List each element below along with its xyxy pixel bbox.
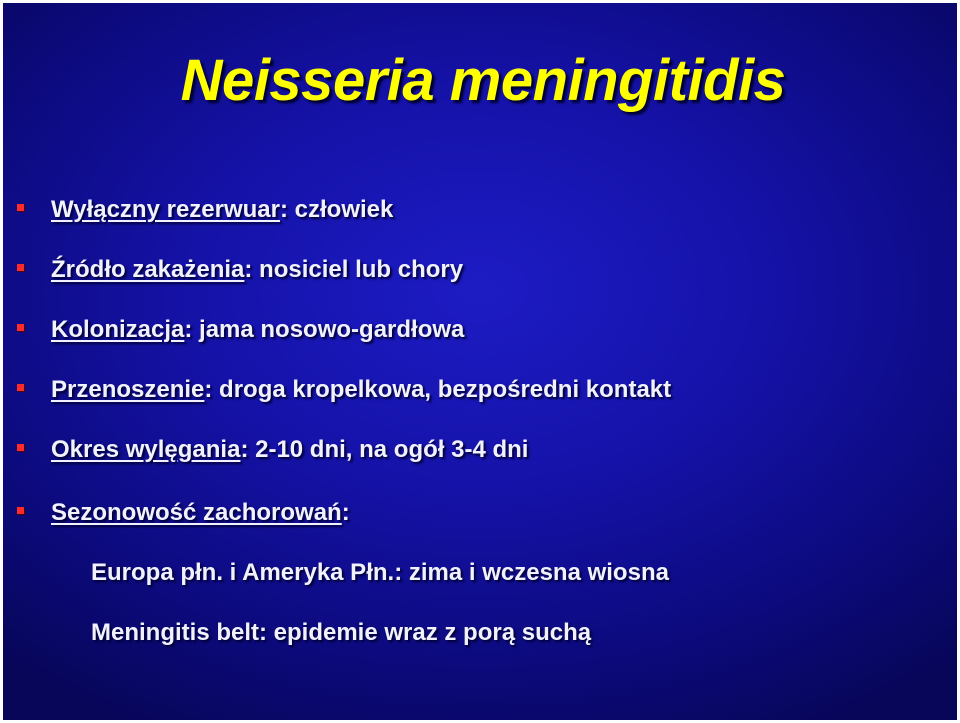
bullet-text: : człowiek bbox=[280, 196, 394, 223]
bullet-term: Okres wylęgania bbox=[51, 436, 241, 463]
square-bullet-icon bbox=[17, 507, 24, 514]
bullet-term: Wyłączny rezerwuar bbox=[51, 196, 280, 223]
bullet-colonization bbox=[51, 316, 464, 344]
slide-title: Neisseria meningitidis bbox=[180, 48, 786, 113]
square-bullet-icon bbox=[17, 324, 24, 331]
bullet-term: Źródło zakażenia bbox=[51, 256, 245, 283]
square-bullet-icon bbox=[17, 444, 24, 451]
square-bullet-icon bbox=[17, 204, 24, 211]
bullet-text: : nosiciel lub chory bbox=[244, 256, 464, 283]
bullet-term: Przenoszenie bbox=[51, 376, 205, 403]
bullet-text: : jama nosowo-gardłowa bbox=[184, 316, 465, 343]
square-bullet-icon bbox=[17, 264, 24, 271]
bullet-term: Sezonowość zachorowań bbox=[51, 499, 342, 526]
bullet-infection-source bbox=[51, 256, 463, 284]
bullet-text: : 2-10 dni, na ogół 3-4 dni bbox=[240, 436, 529, 463]
square-bullet-icon bbox=[17, 384, 24, 391]
bullet-text: : droga kropelkowa, bezpośredni kontakt bbox=[204, 376, 672, 403]
bullet-text: : bbox=[341, 499, 350, 526]
bullet-seasonality bbox=[51, 499, 350, 527]
bullet-transmission bbox=[51, 376, 671, 404]
bullet-incubation bbox=[51, 436, 528, 464]
subitem-meningitis-belt: Meningitis belt: epidemie wraz z porą suchą bbox=[91, 619, 592, 646]
bullet-term: Kolonizacja bbox=[51, 316, 185, 343]
subitem-europe-america: Europa płn. i Ameryka Płn.: zima i wczesna wiosna bbox=[91, 559, 669, 586]
bullet-reservoir bbox=[51, 196, 393, 224]
